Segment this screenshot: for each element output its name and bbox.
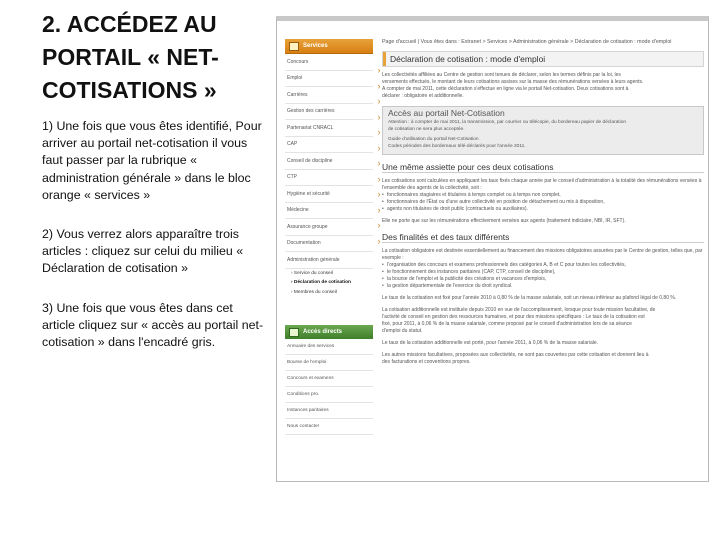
sidebar-item-assurance-groupe[interactable]: Assurance groupe xyxy=(285,219,373,236)
section-title-finalites: Des finalités et des taux différents xyxy=(382,232,704,243)
services-icon xyxy=(289,42,299,51)
list-item: • le fonctionnement des instances paritaires (CAP, CTP, conseil de discipline), xyxy=(382,269,704,276)
intro-line: versements effectués, le montant de leurs cotisations assises sur la masse des rémunérations versées à leurs agents. xyxy=(382,79,644,85)
rate-note: Le taux de la cotisation est fixé pour l'année 2010 à 0,80 % de la masse salariale, soit un niveau inférieur au plafond légal de 0,80 %. xyxy=(382,295,677,301)
page-title-box xyxy=(382,51,704,67)
sidebar-item-concours[interactable]: Concours xyxy=(285,54,373,71)
additional-line: l'activité de conseil en gestion des ressources humaines, et pour des missions spécifiques : Le taux de la cotisation est xyxy=(382,314,645,320)
additional-line: d'emploi du statut. xyxy=(382,328,423,334)
instruction-step-3: 3) Une fois que vous êtes dans cet article cliquez sur « accès au portail net-cotisation » dans l'encadré gris. xyxy=(42,301,264,350)
list-item: • agents non titulaires de droit public (contractuels ou auxiliaires). xyxy=(382,206,704,213)
instruction-step-2: 2) Vous verrez alors apparaître trois articles : cliquez sur celui du milieu « Déclaration de cotisation » xyxy=(42,227,244,276)
box-warning-line: de cotisation ne sera plus acceptée. xyxy=(388,126,465,132)
closing-line: Les autres missions facultatives, proposées aux collectivités, ne sont pas couvertes par cette cotisation et donnent lieu à xyxy=(382,352,649,358)
acces-item-conditions[interactable]: Conditions pro. xyxy=(285,387,373,403)
services-block-title: Services xyxy=(303,43,328,49)
acces-directs-header[interactable] xyxy=(285,325,373,339)
sidebar-item-hygiene-securite[interactable]: Hygiène et sécurité xyxy=(285,186,373,203)
intro-line: A compter de mai 2011, cette déclaration s'effectue en ligne via le portail Net-cotisation. Deux cotisations sont à xyxy=(382,86,629,92)
list-item: • la bourse de l'emploi et la publicité des créations et vacances d'emplois, xyxy=(382,276,704,283)
section2-intro: La cotisation obligatoire est destinée essentiellement au financement des missions obligatoires assurées par le Centre de gestion, telles que, par exemple : xyxy=(382,248,703,261)
sidebar-item-gestion-carrieres[interactable]: Gestion des carrières xyxy=(285,104,373,121)
services-block-header[interactable] xyxy=(285,39,373,54)
website-screenshot xyxy=(276,16,709,482)
acces-item-bourse-emploi[interactable]: Bourse de l'emploi xyxy=(285,355,373,371)
intro-line: Les collectivités affiliées au Centre de gestion sont tenues de déclarer, selon les termes définis par la loi, les xyxy=(382,72,621,78)
slide-title: 2. ACCÉDEZ AU PORTAIL « NET-COTISATIONS » xyxy=(42,11,219,103)
page-title: Déclaration de cotisation : mode d'emploi xyxy=(390,53,546,64)
additional-text xyxy=(382,307,704,335)
sidebar-item-emploi[interactable]: Emploi xyxy=(285,71,373,88)
sidebar-item-medecine[interactable]: Médecine xyxy=(285,203,373,220)
sidebar-subitem-declaration-cotisation[interactable]: › Déclaration de cotisation xyxy=(291,280,351,286)
section1-note: Elle ne porte que sur les rémunérations effectivement versées aux agents (traitement indiciaire, NBI, IR, SFT). xyxy=(382,218,626,224)
net-cotisation-link[interactable]: Accès au portail Net-Cotisation xyxy=(388,108,505,118)
additional-line: fixé, pour 2011, à 0,06 % de la masse salariale, comme proposé par le conseil d'administration lors de sa séance xyxy=(382,321,632,327)
chevron-right-icon: › xyxy=(377,204,381,215)
closing-line: des facturations et conventions propres. xyxy=(382,359,471,365)
net-cotisation-box xyxy=(382,106,704,155)
sidebar-item-carrieres[interactable]: Carrières xyxy=(285,87,373,104)
list-item: • la gestion départementale de l'exercice du droit syndical. xyxy=(382,283,704,290)
acces-directs-icon xyxy=(289,328,299,337)
breadcrumb[interactable]: Page d'accueil | Vous êtes dans : Extranet > Services > Administration générale > Déclaration de cotisation : mode d'emploi xyxy=(382,39,672,45)
additional-rate: Le taux de la cotisation additionnelle est porté, pour l'année 2011, à 0,06 % de la masse salariale. xyxy=(382,340,599,346)
section1-intro: Les cotisations sont calculées en appliquant les taux fixés chaque année par le conseil d'administration à la totalité des rémunérations versées à l'ensemble des agents de la collectivité, soit : xyxy=(382,178,702,191)
section-title-assiette: Une même assiette pour ces deux cotisations xyxy=(382,162,704,173)
chevron-right-icon: › xyxy=(377,111,381,122)
chevron-right-icon: › xyxy=(377,158,381,168)
sidebar-item-partenariat-cnracl[interactable]: Partenariat CNRACL xyxy=(285,120,373,137)
guide-link[interactable]: Guide d'utilisation du portail Net-Cotisation xyxy=(388,137,479,142)
chevron-right-icon: › xyxy=(377,189,381,199)
sidebar-item-documentation[interactable]: Documentation xyxy=(285,236,373,253)
codes-periodes-link[interactable]: Codes périodes des bordereaux télé-déclarés pour l'année 2011. xyxy=(388,143,526,149)
chevron-right-icon: › xyxy=(377,142,381,153)
chevron-right-icon: › xyxy=(377,127,381,137)
list-item: • l'organisation des concours et examens professionnels des catégories A, B et C pour toutes les collectivités, xyxy=(382,262,704,269)
chevron-right-icon: › xyxy=(377,235,381,246)
list-item: • fonctionnaires stagiaires et titulaires à temps complet ou à temps non complet, xyxy=(382,192,704,199)
additional-line: La cotisation additionnelle est instituée depuis 2010 en vue de l'accomplissement, lorsque pour toute mission facultative, de xyxy=(382,307,656,313)
chevron-right-icon: › xyxy=(377,80,381,91)
acces-item-concours-examens[interactable]: Concours et examens xyxy=(285,371,373,387)
title-accent-bar xyxy=(383,52,386,66)
box-warning-line: Attention : à compter de mai 2011, la transmission, par courrier ou télécopie, du bordereau papier de déclaration xyxy=(388,120,627,125)
sidebar-item-administration-generale[interactable]: Administration générale xyxy=(285,252,373,269)
chevron-right-icon: › xyxy=(377,173,381,184)
intro-text xyxy=(382,72,704,100)
list-item: • fonctionnaires de l'État ou d'une autre collectivité en position de détachement ou mis à disposition, xyxy=(382,199,704,206)
sidebar-item-ctp[interactable]: CTP xyxy=(285,170,373,187)
sidebar xyxy=(285,39,373,435)
sidebar-item-cap[interactable]: CAP xyxy=(285,137,373,154)
closing-text xyxy=(382,352,704,366)
chevron-right-icon: › xyxy=(377,96,381,106)
acces-item-annuaire[interactable]: Annuaire des services xyxy=(285,339,373,355)
acces-directs-title: Accès directs xyxy=(303,329,343,335)
sidebar-subitem-membres-conseil[interactable]: › Membres du conseil xyxy=(291,289,337,295)
acces-item-instances[interactable]: Instances paritaires xyxy=(285,403,373,419)
chevron-right-icon: › xyxy=(377,65,381,75)
instruction-step-1: 1) Une fois que vous êtes identifié, Pour arriver au portail net-cotisation il vous faut passer par la rubrique « administration générale » dans le bloc orange « services » xyxy=(42,119,262,202)
intro-line: déclarer : obligatoire et additionnelle. xyxy=(382,93,464,99)
acces-item-contact[interactable]: Nous contacter xyxy=(285,419,373,435)
sidebar-subitem-service-conseil[interactable]: › Service du conseil xyxy=(291,270,333,276)
main-content xyxy=(382,39,704,366)
sidebar-item-conseil-discipline[interactable]: Conseil de discipline xyxy=(285,153,373,170)
chevron-right-icon: › xyxy=(377,220,381,230)
